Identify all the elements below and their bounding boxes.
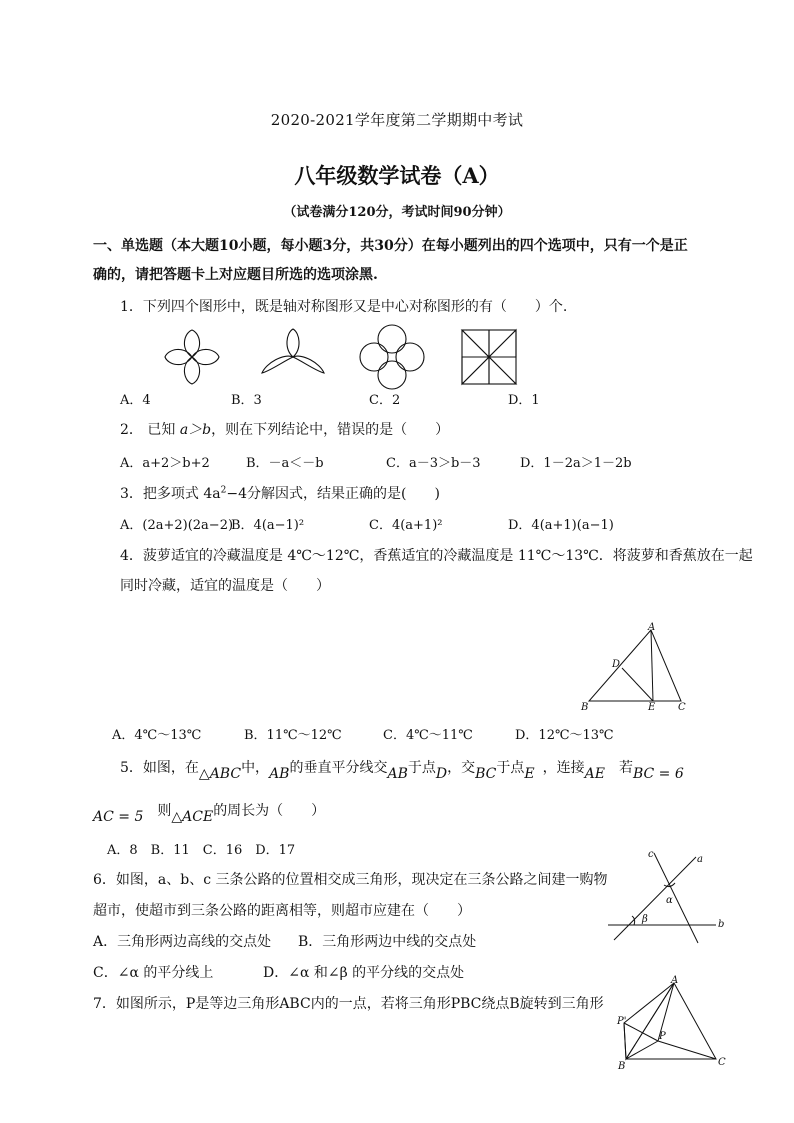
exam-term: 2020-2021学年度第二学期期中考试 [270,111,524,129]
q4-label-a: A [648,622,656,633]
page-title: 八年级数学试卷（A） [294,163,500,188]
q5-text-8: 若 [618,760,633,776]
q1-figure-four-petal-flower [162,327,222,387]
q6-label-a: a [697,854,703,865]
q6-roads-figure [604,845,734,945]
q2-option-d: D．1－2a＞1－2b [520,456,632,471]
q6-label-alpha: α [666,895,673,906]
q5-text-6: 于点 [496,760,525,776]
page-subtitle: （试卷满分120分，考试时间90分钟） [283,205,511,220]
q4-option-d: D．12℃～13℃ [515,728,614,743]
q1-option-b: B．3 [231,393,262,408]
q3-option-c: C．4(a+1)² [369,518,443,533]
section-heading-cont: 确的，请把答题卡上对应题目所选的选项涂黑. [93,267,378,283]
q7-label-b: B [618,1061,626,1072]
q4-label-b: B [581,702,589,713]
q5-text-5: ，交 [447,760,476,776]
q5-text-2: 中， [241,760,270,776]
question-5-stem-cont [93,800,326,825]
q5-math-triangle-ace: △ACE [171,809,214,825]
q5-math-bc: BC [475,766,497,782]
question-5-stem [120,757,684,782]
q3-stem-post: −4分解因式，结果正确的是( ) [226,486,440,502]
q4-option-c: C．4℃～11℃ [383,728,473,743]
q3-option-a: A．(2a+2)(2a−2) [120,518,234,533]
q1-option-d: D．1 [508,393,540,408]
q5-math-ac-5: AC = 5 [93,809,144,825]
q3-option-d: D．4(a+1)(a−1) [508,518,614,533]
q2-option-b: B．－a＜－b [246,456,324,471]
q7-label-p: P [659,1031,666,1042]
section-heading: 一、单选题（本大题10小题，每小题3分，共30分）在每小题列出的四个选项中，只有一个是正 [93,238,688,254]
q5-math-bc-6: BC = 6 [632,766,684,782]
question-2-stem [120,419,449,439]
question-6-line1: 6．如图，a、b、c 三条公路的位置相交成三角形，现决定在三条公路之间建一购物 [93,872,608,888]
q2-stem-post: ，则在下列结论中，错误的是（ ） [211,422,450,438]
q4-triangle-figure [580,624,690,714]
q4-label-c: C [678,702,686,713]
question-6-line2: 超市，使超市到三条公路的距离相等，则超市应建在（ ） [93,903,471,919]
q3-option-b: B．4(a−1)² [231,518,305,533]
q6-label-beta: β [642,914,648,925]
q2-option-a: A．a+2＞b+2 [120,456,210,471]
q5-text-3: 的垂直平分线交 [289,760,388,776]
q5-text-7: ，连接 [542,760,585,776]
q4-option-b: B．11℃～12℃ [244,728,342,743]
question-1-stem: 1．下列四个图形中，既是轴对称图形又是中心对称图形的有（ ）个. [120,299,568,315]
q5-text-10: 的周长为（ ） [213,803,326,819]
q1-option-a: A．4 [120,393,151,408]
q7-label-c: C [718,1057,726,1068]
question-4-line2: 同时冷藏，适宜的温度是（ ） [120,578,330,594]
q6-label-c: c [648,849,654,860]
q5-text-9: 则 [157,803,172,819]
q6-label-b: b [718,919,725,930]
q5-text-4: 于点 [407,760,436,776]
q5-math-d: D [435,766,448,782]
q5-math-e: E [524,766,535,782]
q6-option-a: A．三角形两边高线的交点处 [93,934,272,950]
q1-figure-four-circle-flower [359,324,425,390]
q1-figure-pinwheel [459,327,519,387]
question-3-stem [120,483,440,503]
q6-option-c: C．∠α 的平分线上 [93,965,214,981]
q2-stem-pre: 2． 已知 [120,422,180,438]
question-7-stem: 7．如图所示，P是等边三角形ABC内的一点，若将三角形PBC绕点B旋转到三角形 [93,996,604,1012]
q1-figure-three-petal-flower [260,327,326,379]
q3-stem-sup: 2 [220,485,227,496]
q4-label-d: D [612,659,621,670]
q6-option-b: B．三角形两边中线的交点处 [298,934,477,950]
q5-math-ab: AB [269,766,290,782]
q6-option-d: D．∠α 和∠β 的平分线的交点处 [263,965,465,981]
q3-stem-pre: 3．把多项式 4a [120,486,221,502]
q7-label-a: A [671,975,679,986]
q2-option-c: C．a－3＞b－3 [386,456,481,471]
q5-math-triangle-abc: △ABC [198,766,242,782]
q4-option-a: A．4℃～13℃ [112,728,202,743]
q4-label-e: E [648,702,656,713]
q5-math-ab-2: AB [387,766,408,782]
q5-text-1: 5．如图，在 [120,760,199,776]
q7-triangle-figure [614,977,734,1072]
q2-stem-math: a＞b [179,422,212,438]
q1-option-c: C．2 [369,393,401,408]
question-4-line1: 4．菠萝适宜的冷藏温度是 4℃～12℃，香蕉适宜的冷藏温度是 11℃～13℃．将菠萝和香蕉放在一起 [120,548,753,564]
q5-math-ae: AE [584,766,605,782]
q5-options: A．8 B．11 C．16 D．17 [107,843,296,858]
q7-label-p-prime: P' [617,1016,627,1027]
